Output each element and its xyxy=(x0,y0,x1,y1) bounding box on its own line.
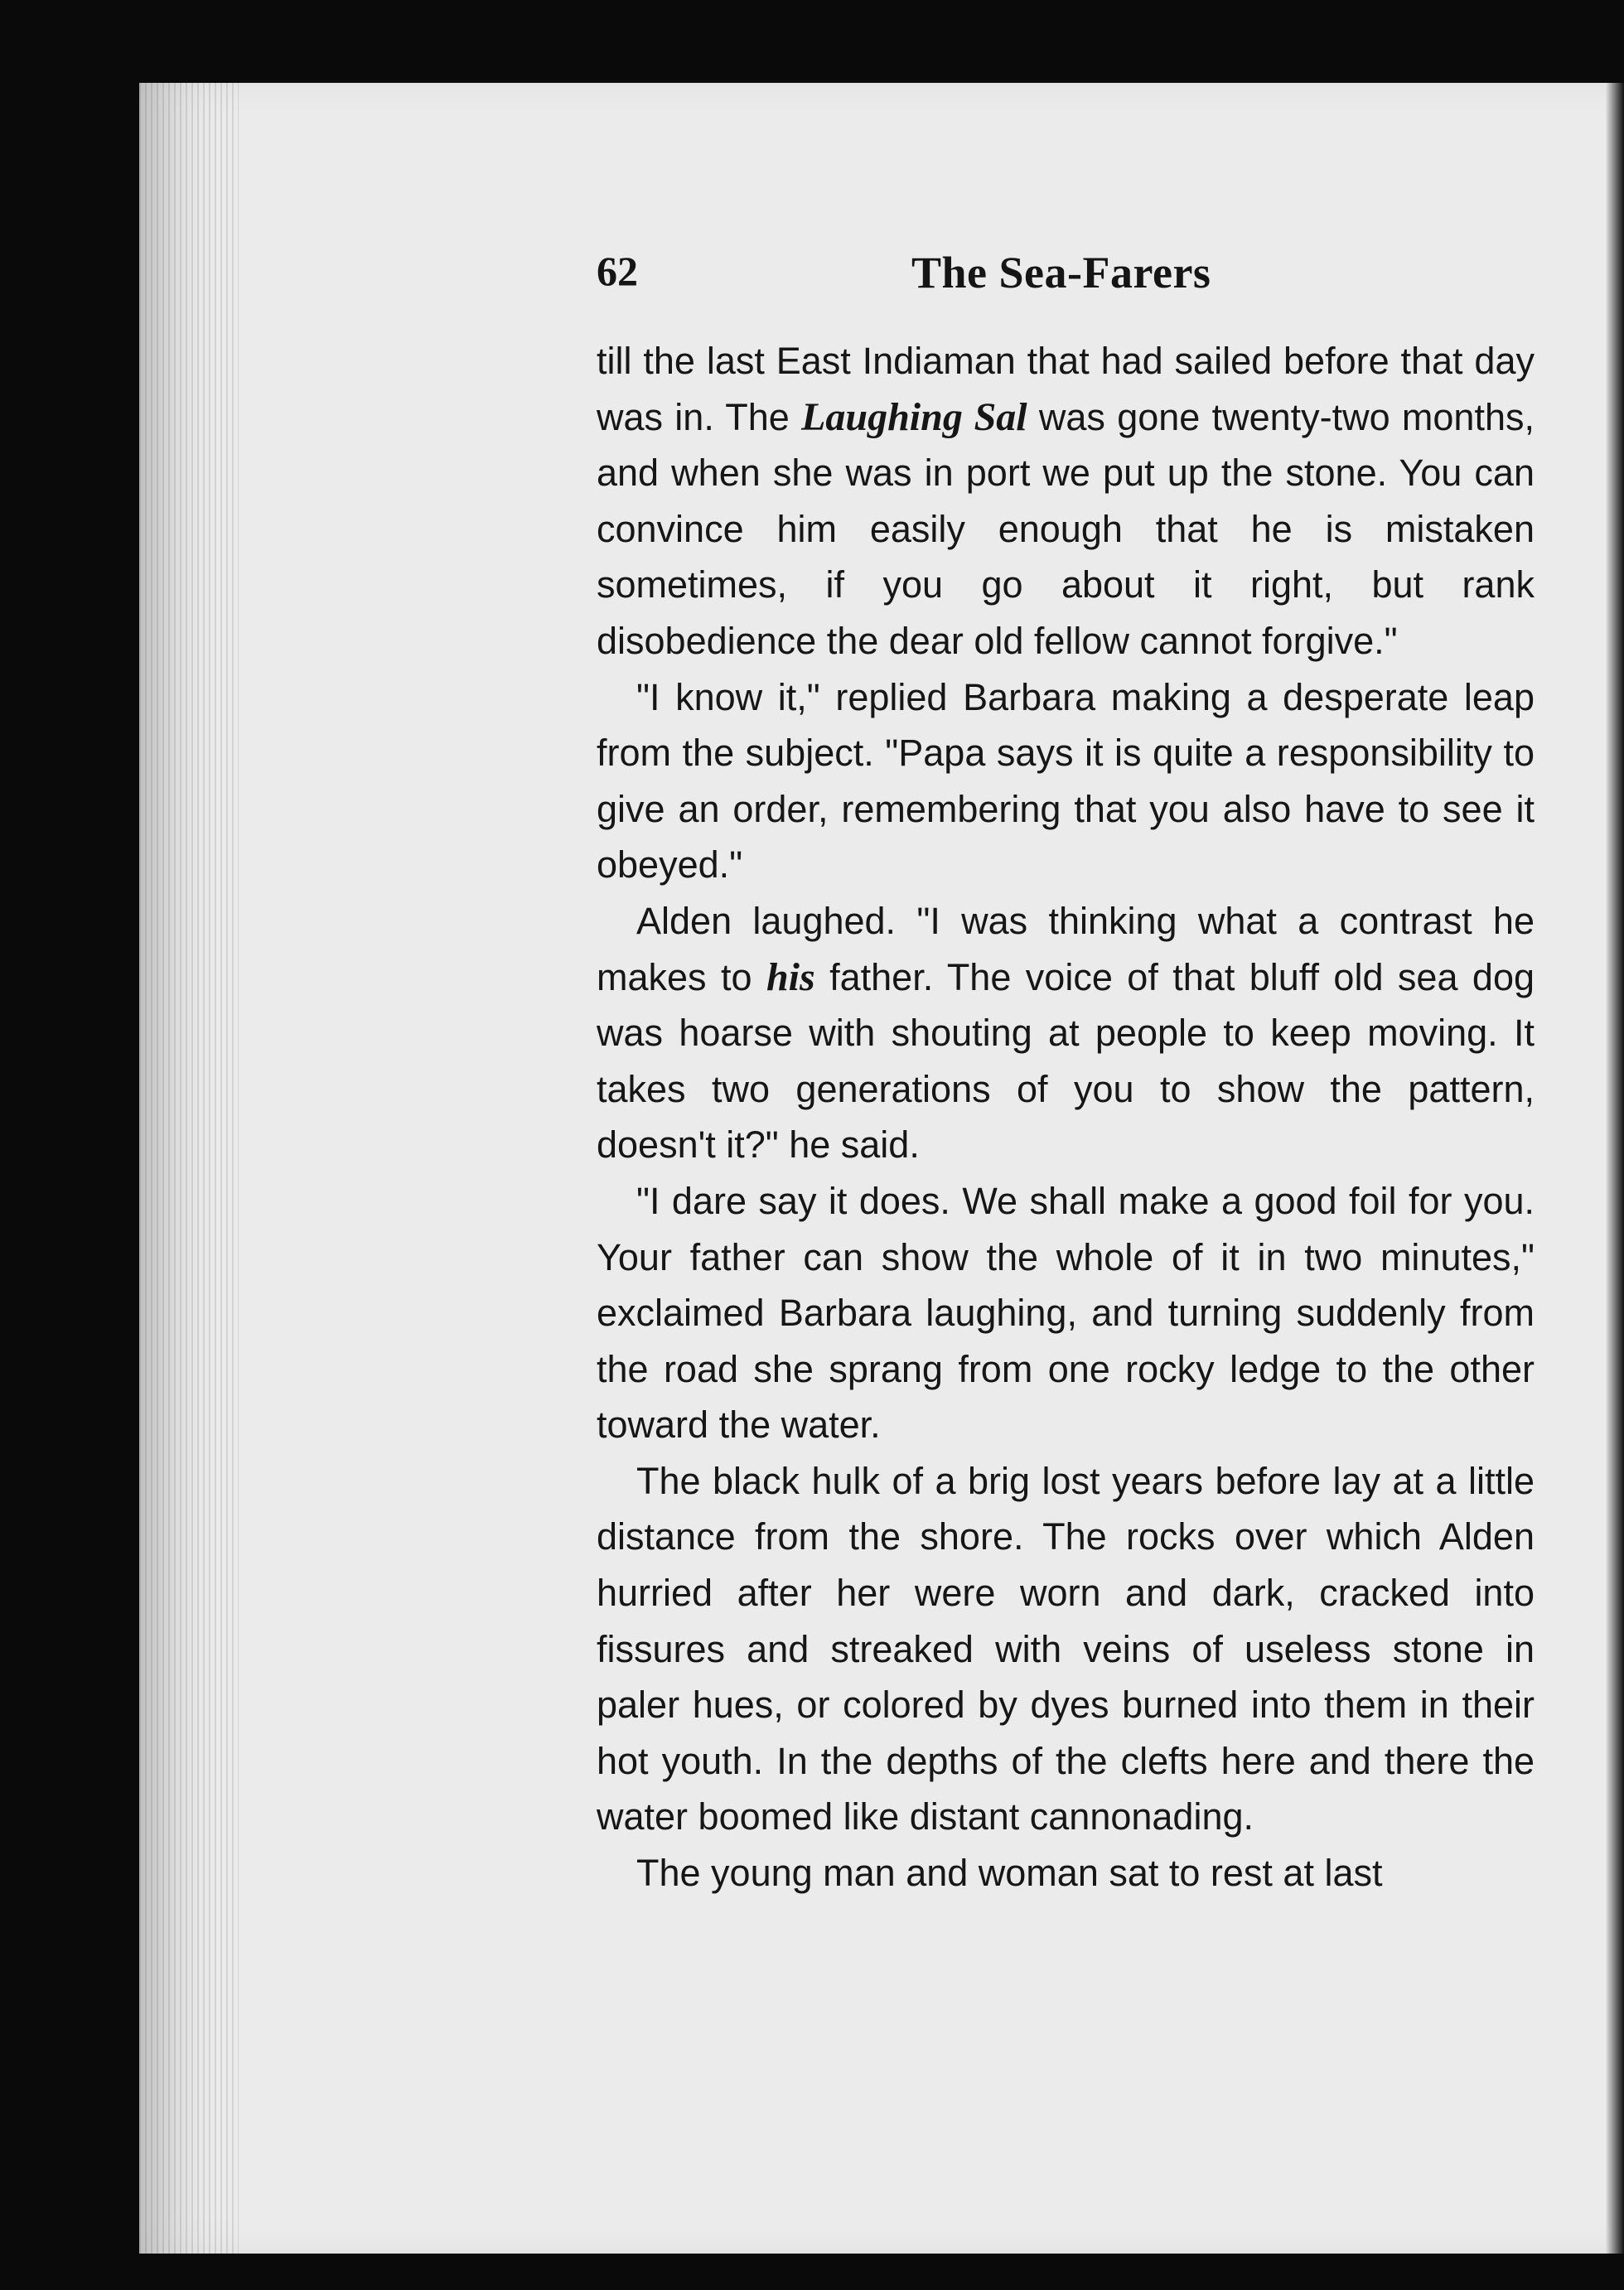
paragraph xyxy=(597,1453,1535,1845)
text-run: The black hulk of a brig lost years before lay at a little distance from the shore. The rocks over which Alden hurried after her were worn and dark, cracked into fissures and streaked with veins of useless stone in paler hues, or colored by dyes burned into them in their hot youth. In the depths of the clefts here and there the water boomed like distant cannonading. xyxy=(597,1459,1535,1838)
text-run: till the last East Indiaman that had sailed before that day was in. The xyxy=(597,340,1535,438)
body-text xyxy=(597,333,1535,1901)
book-title: The Sea-Farers xyxy=(911,248,1211,297)
text-run: "I dare say it does. We shall make a good foil for you. Your father can show the whole of it in two minutes," exclaimed Barbara laughing, and turning suddenly from the road she sprang from one rocky ledge to the other toward the water. xyxy=(597,1179,1535,1447)
binding-edge xyxy=(139,83,239,2254)
paragraph xyxy=(597,1845,1535,1901)
page-number: 62 xyxy=(597,248,638,294)
text-run: "I know it," replied Barbara making a desperate leap from the subject. "Papa says it is quite a responsibility to give an order, remembering that you also have to see it obeyed." xyxy=(597,675,1535,887)
paragraph xyxy=(597,669,1535,893)
paragraph xyxy=(597,1173,1535,1453)
text-run: The young man and woman sat to rest at last xyxy=(636,1852,1383,1895)
paragraph xyxy=(597,893,1535,1173)
text-run: Alden laughed. "I was thinking what a contrast he makes to xyxy=(597,899,1535,998)
running-head xyxy=(597,247,1525,313)
text-run: father. The voice of that bluff old sea dog was hoarse with shouting at people to keep moving. It takes two generations of you to show the pattern, doesn't it?" he said. xyxy=(597,955,1535,1167)
paragraph xyxy=(597,333,1535,669)
text-run: was gone twenty-two months, and when she was in port we put up the stone. You can convince him easily enough that he is mistaken sometimes, if you go about it right, but rank disobedience the dear old fellow cannot forgive." xyxy=(597,395,1535,662)
page-edge-shadow xyxy=(1606,83,1624,2254)
italic-text: Laughing Sal xyxy=(801,394,1027,439)
italic-text: his xyxy=(766,954,815,999)
